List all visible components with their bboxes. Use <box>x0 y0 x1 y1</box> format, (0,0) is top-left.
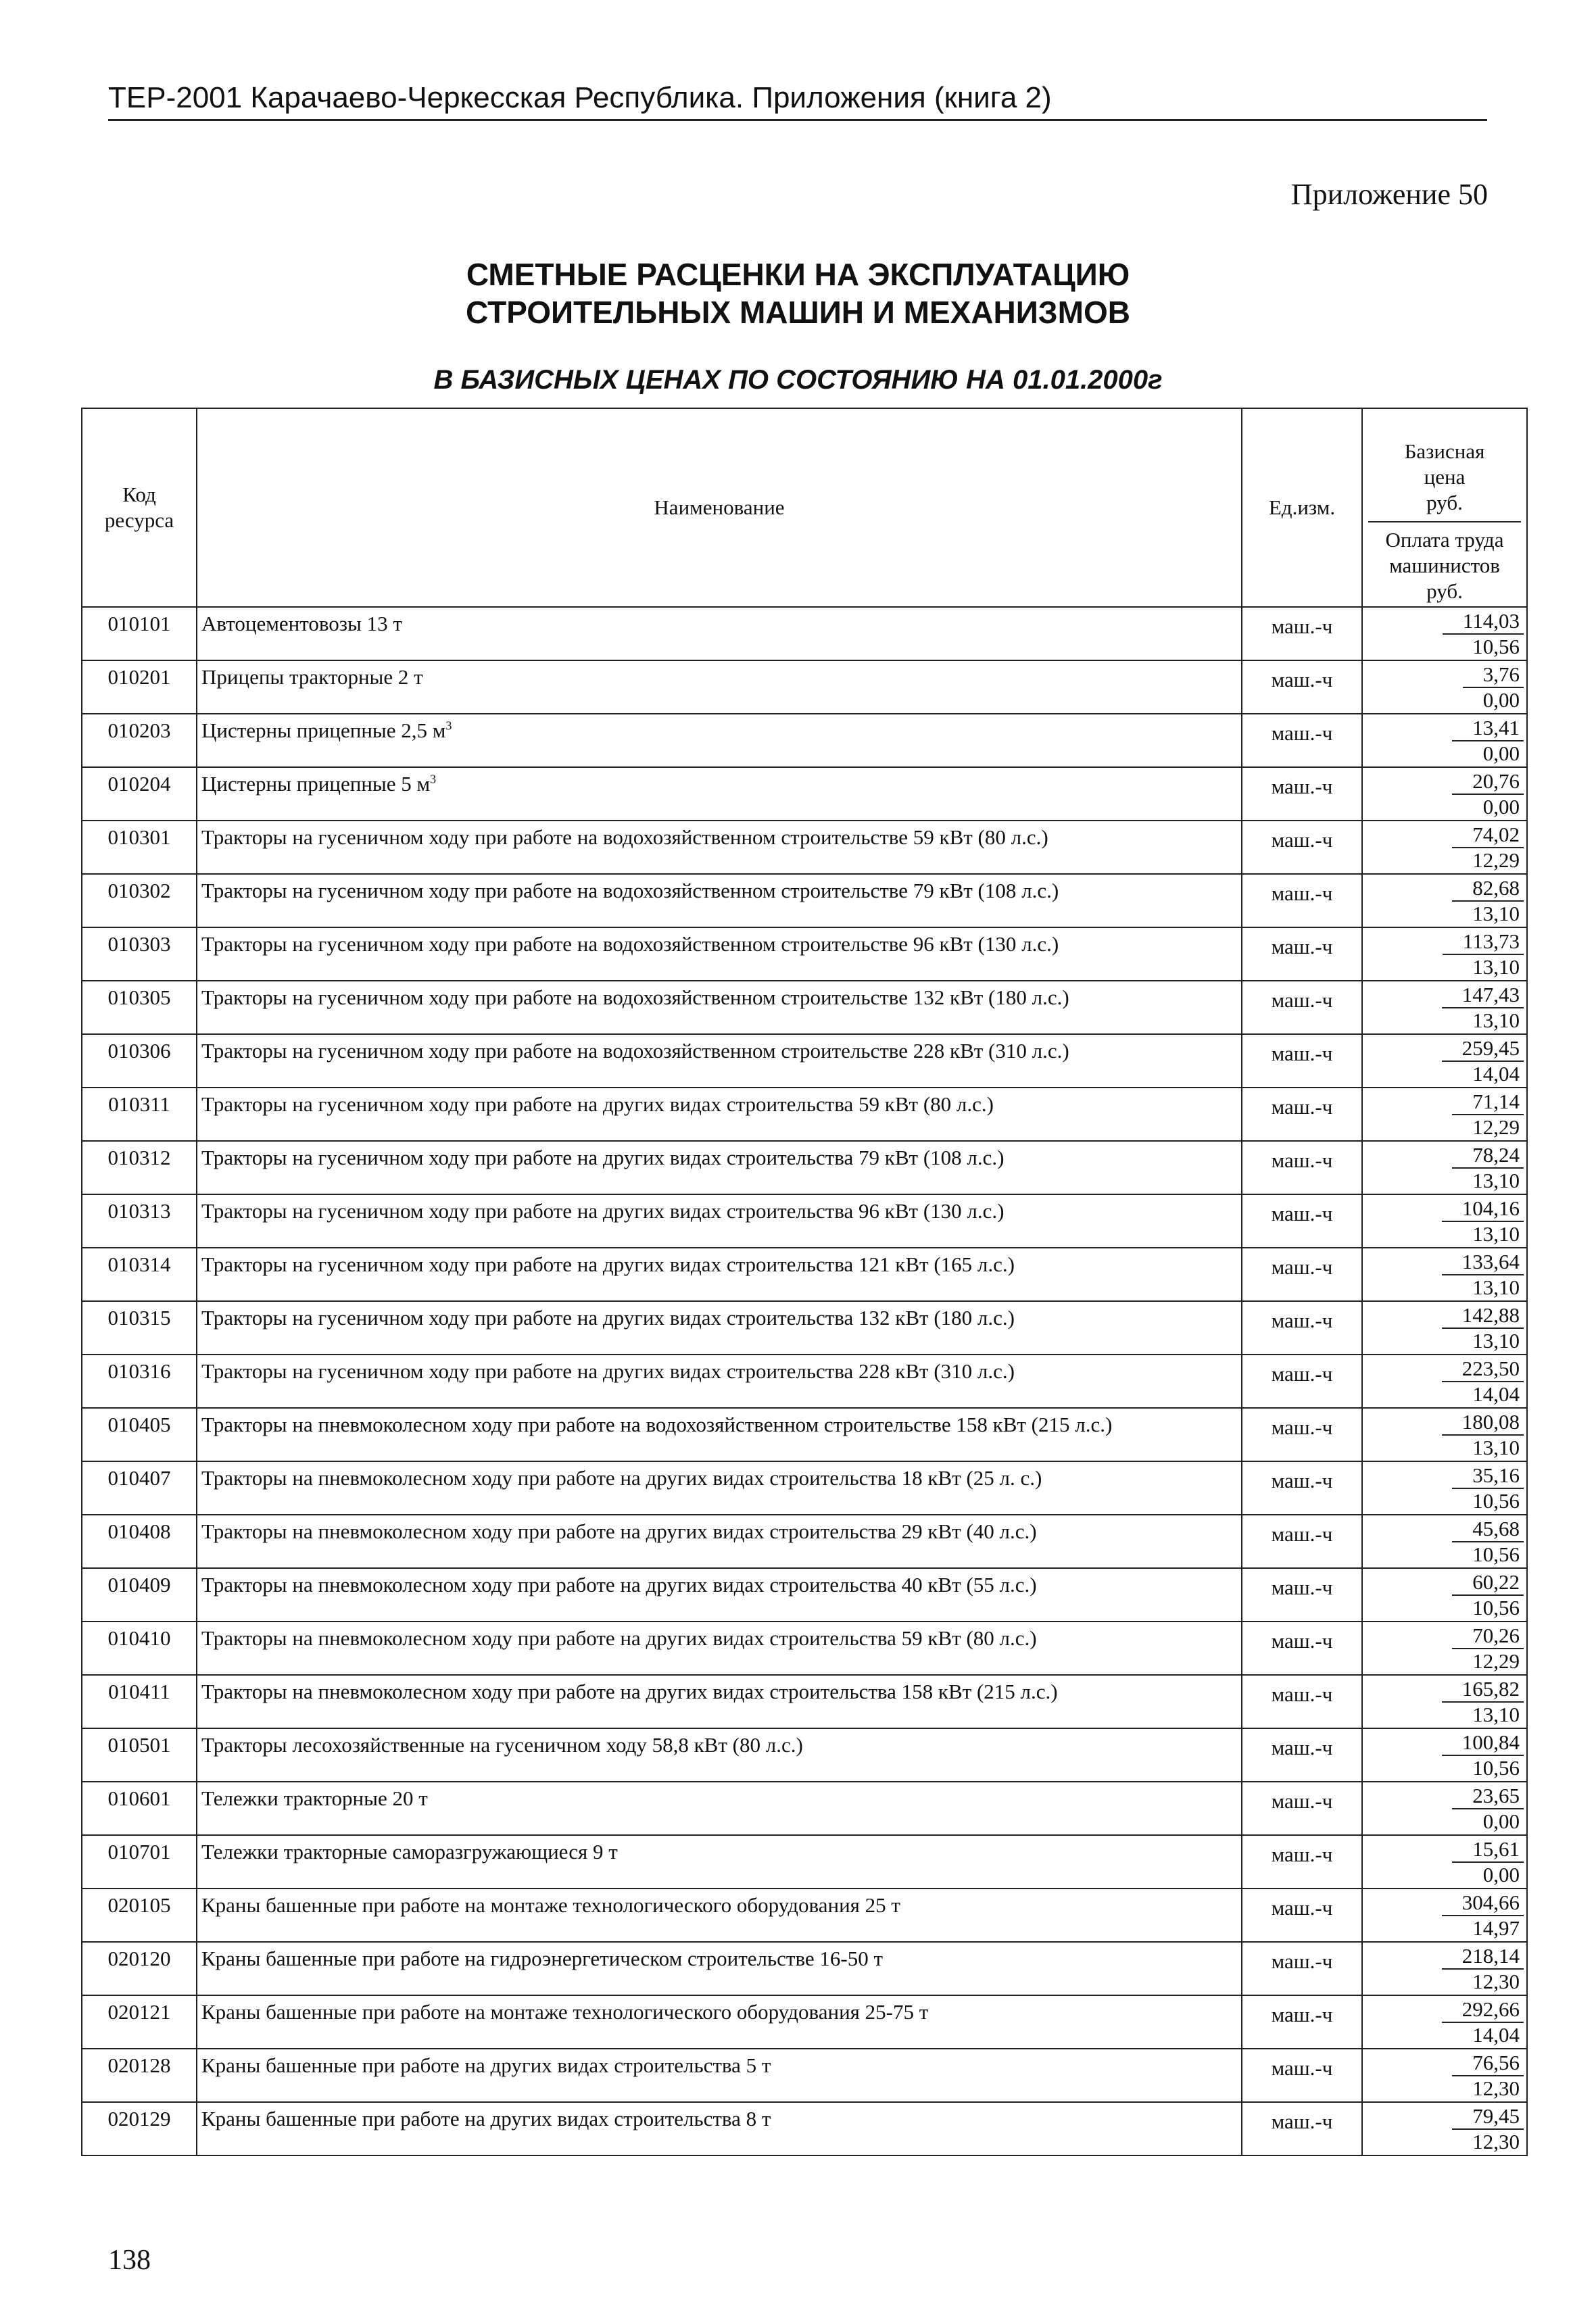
table-row <box>82 927 1527 981</box>
resource-name: Тракторы на пневмоколесном ходу при работе на других видах строительства 40 кВт (55 л.с.) <box>201 1573 1037 1597</box>
price-cell <box>1362 1034 1527 1088</box>
rates-table <box>81 408 1528 2156</box>
unit-superscript: 3 <box>430 772 437 786</box>
operator-labor-pay: 14,04 <box>1472 2023 1520 2047</box>
resource-name: Тракторы на гусеничном ходу при работе на других видах строительства 228 кВт (310 л.с.) <box>201 1359 1015 1383</box>
table-row <box>82 1942 1527 1995</box>
resource-code: 020120 <box>82 1942 197 1995</box>
unit-of-measure: маш.-ч <box>1242 1888 1362 1942</box>
resource-name-cell <box>197 1194 1242 1248</box>
operator-labor-pay: 13,10 <box>1472 1222 1520 1246</box>
resource-name: Краны башенные при работе на гидроэнергетическом строительстве 16-50 т <box>201 1947 884 1970</box>
unit-of-measure: маш.-ч <box>1242 821 1362 874</box>
unit-of-measure: маш.-ч <box>1242 714 1362 767</box>
operator-labor-pay: 13,10 <box>1472 1008 1520 1032</box>
unit-of-measure: маш.-ч <box>1242 2102 1362 2155</box>
price-cell <box>1362 2102 1527 2155</box>
table-row <box>82 1461 1527 1515</box>
resource-name: Цистерны прицепные 5 м <box>201 772 431 796</box>
resource-code: 010410 <box>82 1622 197 1675</box>
resource-code: 010313 <box>82 1194 197 1248</box>
header-name: Наименование <box>197 408 1242 607</box>
resource-code: 010101 <box>82 607 197 660</box>
base-price: 78,24 <box>1452 1143 1524 1169</box>
resource-code: 010301 <box>82 821 197 874</box>
resource-name-cell <box>197 767 1242 821</box>
price-cell <box>1362 927 1527 981</box>
resource-name-cell <box>197 1461 1242 1515</box>
resource-name: Тракторы на гусеничном ходу при работе на водохозяйственном строительстве 228 кВт (310 л.с.) <box>201 1039 1069 1063</box>
price-cell <box>1362 1782 1527 1835</box>
resource-name: Тележки тракторные 20 т <box>201 1786 428 1810</box>
resource-code: 010312 <box>82 1141 197 1194</box>
resource-name: Тракторы на гусеничном ходу при работе на других видах строительства 121 кВт (165 л.с.) <box>201 1252 1015 1276</box>
price-cell <box>1362 1675 1527 1728</box>
price-cell <box>1362 1141 1527 1194</box>
table-row <box>82 1782 1527 1835</box>
operator-labor-pay: 14,97 <box>1472 1916 1520 1940</box>
resource-name-cell <box>197 1995 1242 2049</box>
operator-labor-pay: 10,56 <box>1472 1489 1520 1513</box>
table-row <box>82 981 1527 1034</box>
operator-labor-pay: 13,10 <box>1472 1275 1520 1299</box>
resource-code: 010316 <box>82 1355 197 1408</box>
header-labor-pay-line-1: Оплата труда <box>1385 528 1504 552</box>
resource-name: Прицепы тракторные 2 т <box>201 665 423 689</box>
base-price: 13,41 <box>1452 716 1524 741</box>
operator-labor-pay: 13,10 <box>1472 1169 1520 1192</box>
base-price: 180,08 <box>1442 1410 1524 1436</box>
resource-name: Тракторы на гусеничном ходу при работе на других видах строительства 132 кВт (180 л.с.) <box>201 1306 1015 1330</box>
header-labor-pay <box>1363 522 1526 606</box>
price-cell <box>1362 1888 1527 1942</box>
resource-name-cell <box>197 1248 1242 1301</box>
table-row <box>82 1194 1527 1248</box>
resource-code: 020121 <box>82 1995 197 2049</box>
resource-name-cell <box>197 1301 1242 1355</box>
base-price: 23,65 <box>1452 1784 1524 1809</box>
operator-labor-pay: 0,00 <box>1482 741 1520 765</box>
resource-code: 010204 <box>82 767 197 821</box>
base-price: 113,73 <box>1443 929 1524 955</box>
resource-code: 010203 <box>82 714 197 767</box>
base-price: 147,43 <box>1442 983 1524 1008</box>
resource-name: Тракторы на гусеничном ходу при работе на других видах строительства 59 кВт (80 л.с.) <box>201 1092 994 1116</box>
resource-name-cell <box>197 1622 1242 1675</box>
operator-labor-pay: 0,00 <box>1482 1863 1520 1886</box>
unit-of-measure: маш.-ч <box>1242 1835 1362 1888</box>
operator-labor-pay: 12,30 <box>1472 2076 1520 2100</box>
price-cell <box>1362 1568 1527 1622</box>
table-row <box>82 1675 1527 1728</box>
resource-name-cell <box>197 1942 1242 1995</box>
table-row <box>82 1355 1527 1408</box>
resource-name: Тракторы на гусеничном ходу при работе на других видах строительства 79 кВт (108 л.с.) <box>201 1146 1005 1169</box>
base-price: 104,16 <box>1442 1196 1524 1222</box>
price-cell <box>1362 1301 1527 1355</box>
base-price: 165,82 <box>1442 1677 1524 1703</box>
resource-name: Тракторы на пневмоколесном ходу при работе на других видах строительства 29 кВт (40 л.с.) <box>201 1519 1037 1543</box>
base-price: 71,14 <box>1452 1090 1524 1115</box>
base-price: 74,02 <box>1452 823 1524 848</box>
running-header <box>108 81 1487 121</box>
table-row <box>82 1835 1527 1888</box>
base-price: 76,56 <box>1452 2051 1524 2076</box>
header-labor-pay-line-2: машинистов <box>1389 554 1500 577</box>
base-price: 60,22 <box>1452 1570 1524 1596</box>
resource-name-cell <box>197 1568 1242 1622</box>
resource-name: Тракторы на гусеничном ходу при работе на других видах строительства 96 кВт (130 л.с.) <box>201 1199 1005 1223</box>
unit-of-measure: маш.-ч <box>1242 607 1362 660</box>
resource-code: 010411 <box>82 1675 197 1728</box>
unit-superscript: 3 <box>445 718 452 733</box>
price-cell <box>1362 2049 1527 2102</box>
table-row <box>82 1088 1527 1141</box>
resource-code: 010701 <box>82 1835 197 1888</box>
base-price: 70,26 <box>1452 1624 1524 1649</box>
base-price: 292,66 <box>1442 1997 1524 2023</box>
price-cell <box>1362 981 1527 1034</box>
operator-labor-pay: 10,56 <box>1472 1542 1520 1566</box>
header-price <box>1362 408 1527 607</box>
unit-of-measure: маш.-ч <box>1242 1728 1362 1782</box>
resource-name-cell <box>197 874 1242 927</box>
base-price: 82,68 <box>1452 876 1524 902</box>
resource-code: 010302 <box>82 874 197 927</box>
resource-name: Тракторы на гусеничном ходу при работе на водохозяйственном строительстве 79 кВт (108 л.с.) <box>201 879 1059 902</box>
price-cell <box>1362 1461 1527 1515</box>
resource-name: Цистерны прицепные 2,5 м <box>201 718 446 742</box>
resource-code: 020128 <box>82 2049 197 2102</box>
resource-name-cell <box>197 1408 1242 1461</box>
table-row <box>82 1141 1527 1194</box>
resource-name: Краны башенные при работе на других видах строительства 8 т <box>201 2107 771 2130</box>
base-price: 3,76 <box>1463 662 1524 688</box>
table-row <box>82 660 1527 714</box>
operator-labor-pay: 12,30 <box>1472 2130 1520 2153</box>
table-row <box>82 767 1527 821</box>
unit-of-measure: маш.-ч <box>1242 1942 1362 1995</box>
header-unit: Ед.изм. <box>1242 408 1362 607</box>
base-price: 79,45 <box>1452 2104 1524 2130</box>
price-cell <box>1362 1248 1527 1301</box>
base-price: 45,68 <box>1452 1517 1524 1542</box>
resource-name: Тракторы на пневмоколесном ходу при работе на других видах строительства 59 кВт (80 л.с.) <box>201 1626 1037 1650</box>
table-row <box>82 2049 1527 2102</box>
base-price: 35,16 <box>1452 1463 1524 1489</box>
header-base-price-line-1: Базисная <box>1404 439 1485 463</box>
base-price: 100,84 <box>1442 1730 1524 1756</box>
unit-of-measure: маш.-ч <box>1242 981 1362 1034</box>
document-subtitle: В БАЗИСНЫХ ЦЕНАХ ПО СОСТОЯНИЮ НА 01.01.2000г <box>433 365 1163 395</box>
table-row <box>82 1622 1527 1675</box>
document-title-line-2: СТРОИТЕЛЬНЫХ МАШИН И МЕХАНИЗМОВ <box>466 295 1130 330</box>
price-cell <box>1362 607 1527 660</box>
resource-name-cell <box>197 981 1242 1034</box>
resource-name: Краны башенные при работе на других видах строительства 5 т <box>201 2053 771 2077</box>
resource-name-cell <box>197 607 1242 660</box>
unit-of-measure: маш.-ч <box>1242 2049 1362 2102</box>
header-base-price-line-3: руб. <box>1426 491 1463 514</box>
resource-name: Краны башенные при работе на монтаже технологического оборудования 25-75 т <box>201 2000 929 2024</box>
resource-name: Краны башенные при работе на монтаже технологического оборудования 25 т <box>201 1893 900 1917</box>
resource-code: 010409 <box>82 1568 197 1622</box>
base-price: 259,45 <box>1442 1036 1524 1062</box>
resource-name-cell <box>197 1675 1242 1728</box>
base-price: 114,03 <box>1443 609 1524 635</box>
resource-code: 010303 <box>82 927 197 981</box>
table-row <box>82 714 1527 767</box>
table-row <box>82 1728 1527 1782</box>
resource-name: Тракторы на гусеничном ходу при работе на водохозяйственном строительстве 59 кВт (80 л.с.) <box>201 825 1048 849</box>
resource-name-cell <box>197 1088 1242 1141</box>
resource-code: 010311 <box>82 1088 197 1141</box>
resource-name: Тележки тракторные саморазгружающиеся 9 т <box>201 1840 618 1863</box>
operator-labor-pay: 13,10 <box>1472 955 1520 979</box>
header-labor-pay-line-3: руб. <box>1426 579 1463 603</box>
unit-of-measure: маш.-ч <box>1242 767 1362 821</box>
price-cell <box>1362 1995 1527 2049</box>
unit-of-measure: маш.-ч <box>1242 1782 1362 1835</box>
resource-name: Тракторы на пневмоколесном ходу при работе на водохозяйственном строительстве 158 кВт (215 л.с.) <box>201 1413 1113 1436</box>
resource-name-cell <box>197 1782 1242 1835</box>
price-cell <box>1362 1835 1527 1888</box>
table-row <box>82 1568 1527 1622</box>
resource-code: 020129 <box>82 2102 197 2155</box>
header-base-price <box>1368 409 1521 522</box>
page-number: 138 <box>108 2245 151 2276</box>
unit-of-measure: маш.-ч <box>1242 660 1362 714</box>
table-row <box>82 1995 1527 2049</box>
resource-name-cell <box>197 2102 1242 2155</box>
resource-name-cell <box>197 1141 1242 1194</box>
price-cell <box>1362 1408 1527 1461</box>
price-cell <box>1362 821 1527 874</box>
price-cell <box>1362 1942 1527 1995</box>
operator-labor-pay: 12,29 <box>1472 1115 1520 1139</box>
unit-of-measure: маш.-ч <box>1242 1034 1362 1088</box>
operator-labor-pay: 10,56 <box>1472 1756 1520 1780</box>
table-row <box>82 1408 1527 1461</box>
price-cell <box>1362 1088 1527 1141</box>
price-cell <box>1362 660 1527 714</box>
resource-code: 010408 <box>82 1515 197 1568</box>
operator-labor-pay: 12,30 <box>1472 1970 1520 1993</box>
operator-labor-pay: 0,00 <box>1482 688 1520 712</box>
price-cell <box>1362 874 1527 927</box>
unit-of-measure: маш.-ч <box>1242 1995 1362 2049</box>
resource-name-cell <box>197 927 1242 981</box>
operator-labor-pay: 0,00 <box>1482 1809 1520 1833</box>
price-cell <box>1362 1355 1527 1408</box>
table-header-row <box>82 408 1527 607</box>
resource-name: Тракторы на гусеничном ходу при работе на водохозяйственном строительстве 96 кВт (130 л.с.) <box>201 932 1059 956</box>
price-cell <box>1362 1728 1527 1782</box>
price-cell <box>1362 714 1527 767</box>
table-row <box>82 821 1527 874</box>
header-code-line-2: ресурса <box>104 508 174 532</box>
resource-name-cell <box>197 1355 1242 1408</box>
resource-code: 010201 <box>82 660 197 714</box>
resource-name-cell <box>197 2049 1242 2102</box>
price-cell <box>1362 1194 1527 1248</box>
operator-labor-pay: 0,00 <box>1482 795 1520 819</box>
resource-code: 010305 <box>82 981 197 1034</box>
unit-of-measure: маш.-ч <box>1242 1088 1362 1141</box>
table-row <box>82 1301 1527 1355</box>
resource-code: 010306 <box>82 1034 197 1088</box>
table-row <box>82 1034 1527 1088</box>
resource-code: 010405 <box>82 1408 197 1461</box>
table-row <box>82 2102 1527 2155</box>
operator-labor-pay: 13,10 <box>1472 902 1520 925</box>
header-base-price-line-2: цена <box>1424 465 1466 489</box>
resource-code: 010407 <box>82 1461 197 1515</box>
operator-labor-pay: 12,29 <box>1472 1649 1520 1673</box>
table-row <box>82 1515 1527 1568</box>
unit-of-measure: маш.-ч <box>1242 1675 1362 1728</box>
table-row <box>82 874 1527 927</box>
unit-of-measure: маш.-ч <box>1242 1301 1362 1355</box>
price-cell <box>1362 1515 1527 1568</box>
resource-name: Тракторы на пневмоколесном ходу при работе на других видах строительства 18 кВт (25 л. с.) <box>201 1466 1042 1490</box>
base-price: 218,14 <box>1442 1944 1524 1970</box>
operator-labor-pay: 13,10 <box>1472 1703 1520 1726</box>
resource-code: 010601 <box>82 1782 197 1835</box>
table-row <box>82 1248 1527 1301</box>
base-price: 304,66 <box>1442 1891 1524 1916</box>
unit-of-measure: маш.-ч <box>1242 1461 1362 1515</box>
resource-name: Автоцементовозы 13 т <box>201 612 402 635</box>
unit-of-measure: маш.-ч <box>1242 927 1362 981</box>
operator-labor-pay: 14,04 <box>1472 1062 1520 1086</box>
resource-name-cell <box>197 1888 1242 1942</box>
header-code <box>82 408 197 607</box>
resource-name: Тракторы на гусеничном ходу при работе на водохозяйственном строительстве 132 кВт (180 л.с.) <box>201 985 1069 1009</box>
base-price: 223,50 <box>1442 1357 1524 1382</box>
resource-code: 020105 <box>82 1888 197 1942</box>
unit-of-measure: маш.-ч <box>1242 1408 1362 1461</box>
base-price: 133,64 <box>1442 1250 1524 1275</box>
table-row <box>82 1888 1527 1942</box>
unit-of-measure: маш.-ч <box>1242 1141 1362 1194</box>
resource-name-cell <box>197 1515 1242 1568</box>
operator-labor-pay: 13,10 <box>1472 1329 1520 1353</box>
unit-of-measure: маш.-ч <box>1242 1568 1362 1622</box>
header-code-line-1: Код <box>122 483 156 506</box>
document-title-line-1: СМЕТНЫЕ РАСЦЕНКИ НА ЭКСПЛУАТАЦИЮ <box>466 257 1130 292</box>
unit-of-measure: маш.-ч <box>1242 874 1362 927</box>
operator-labor-pay: 13,10 <box>1472 1436 1520 1459</box>
unit-of-measure: маш.-ч <box>1242 1355 1362 1408</box>
resource-name-cell <box>197 1835 1242 1888</box>
operator-labor-pay: 12,29 <box>1472 848 1520 872</box>
resource-code: 010501 <box>82 1728 197 1782</box>
base-price: 142,88 <box>1442 1303 1524 1329</box>
unit-of-measure: маш.-ч <box>1242 1622 1362 1675</box>
base-price: 20,76 <box>1452 769 1524 795</box>
operator-labor-pay: 10,56 <box>1472 635 1520 658</box>
resource-name-cell <box>197 714 1242 767</box>
unit-of-measure: маш.-ч <box>1242 1194 1362 1248</box>
price-cell <box>1362 1622 1527 1675</box>
resource-name-cell <box>197 821 1242 874</box>
resource-code: 010314 <box>82 1248 197 1301</box>
price-cell <box>1362 767 1527 821</box>
resource-name: Тракторы лесохозяйственные на гусеничном ходу 58,8 кВт (80 л.с.) <box>201 1733 803 1757</box>
operator-labor-pay: 10,56 <box>1472 1596 1520 1619</box>
resource-name: Тракторы на пневмоколесном ходу при работе на других видах строительства 158 кВт (215 л.с.) <box>201 1680 1058 1703</box>
resource-name-cell <box>197 1728 1242 1782</box>
running-header-text: ТЕР-2001 Карачаево-Черкесская Республика. Приложения (книга 2) <box>108 81 1052 114</box>
table-body <box>82 607 1527 2155</box>
resource-code: 010315 <box>82 1301 197 1355</box>
document-title <box>0 255 1596 331</box>
operator-labor-pay: 14,04 <box>1472 1382 1520 1406</box>
base-price: 15,61 <box>1452 1837 1524 1863</box>
resource-name-cell <box>197 1034 1242 1088</box>
resource-name-cell <box>197 660 1242 714</box>
table-row <box>82 607 1527 660</box>
unit-of-measure: маш.-ч <box>1242 1248 1362 1301</box>
unit-of-measure: маш.-ч <box>1242 1515 1362 1568</box>
appendix-label: Приложение 50 <box>1290 178 1488 211</box>
